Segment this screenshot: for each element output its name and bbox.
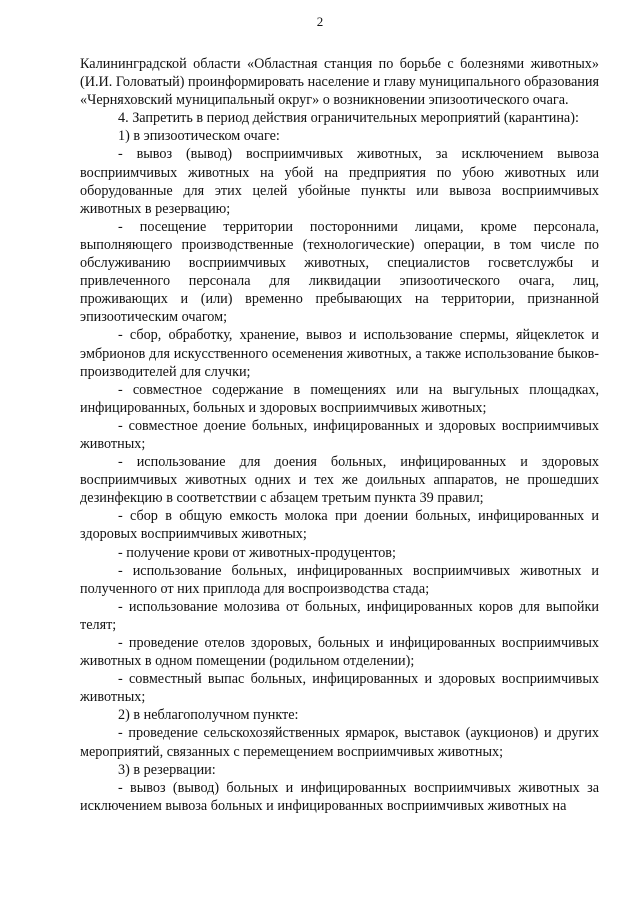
paragraph: 2) в неблагополучном пункте: — [118, 707, 299, 724]
paragraph: - использование молозива от больных, инфицированных коров для выпойки телят; — [80, 598, 599, 633]
paragraph: - посещение территории посторонними лицами, кроме персонала, выполняющего производственные (технологические) операции, в том числе по обслуживанию восприимчивых животных, специалистов госветслужбы и привлеченного персонала для ликвидации эпизоотического очага, лиц, проживающих и (или) временно пребывающих на территории, признанной эпизоотическим очагом; — [80, 218, 599, 326]
paragraph: Калининградской области «Областная станция по борьбе с болезнями животных» (И.И. Головатый) проинформировать население и главу муниципального образования «Черняховский муниципальный округ» о возникновении эпизоотического очага. — [80, 56, 599, 109]
paragraph: - вывоз (вывод) больных и инфицированных восприимчивых животных за исключением вывоза больных и инфицированных восприимчивых животных на — [80, 779, 599, 814]
paragraph: - сбор в общую емкость молока при доении больных, инфицированных и здоровых восприимчивых животных; — [80, 508, 599, 543]
paragraph: 4. Запретить в период действия ограничительных мероприятий (карантина): — [118, 110, 579, 127]
paragraph: - проведение отелов здоровых, больных и инфицированных восприимчивых животных в одном помещении (родильном отделении); — [80, 635, 599, 670]
paragraph: 1) в эпизоотическом очаге: — [118, 128, 280, 145]
paragraph: - сбор, обработку, хранение, вывоз и использование спермы, яйцеклеток и эмбрионов для искусственного осеменения животных, а также использование быков-производителей для случки; — [80, 327, 599, 380]
paragraph: - совместный выпас больных, инфицированных и здоровых восприимчивых животных; — [80, 671, 599, 706]
paragraph: 3) в резервации: — [118, 761, 216, 778]
document-body — [80, 55, 599, 815]
paragraph: - использование для доения больных, инфицированных и здоровых восприимчивых животных одних и тех же доильных аппаратов, не прошедших дезинфекцию в соответствии с абзацем третьим пункта 39 правил; — [80, 454, 599, 507]
page-number: 2 — [316, 14, 324, 29]
paragraph: - получение крови от животных-продуцентов; — [118, 544, 396, 561]
paragraph: - использование больных, инфицированных восприимчивых животных и полученного от них приплода для воспроизводства стада; — [80, 562, 599, 597]
paragraph: - проведение сельскохозяйственных ярмарок, выставок (аукционов) и других мероприятий, связанных с перемещением восприимчивых животных; — [80, 725, 599, 760]
paragraph: - совместное содержание в помещениях или на выгульных площадках, инфицированных, больных и здоровых восприимчивых животных; — [80, 381, 599, 416]
paragraph: - вывоз (вывод) восприимчивых животных, за исключением вывоза восприимчивых животных на убой на предприятия по убою животных или оборудованные для этих целей убойные пункты или вывоза восприимчивых животных в резервацию; — [80, 146, 599, 217]
paragraph: - совместное доение больных, инфицированных и здоровых восприимчивых животных; — [80, 417, 599, 452]
